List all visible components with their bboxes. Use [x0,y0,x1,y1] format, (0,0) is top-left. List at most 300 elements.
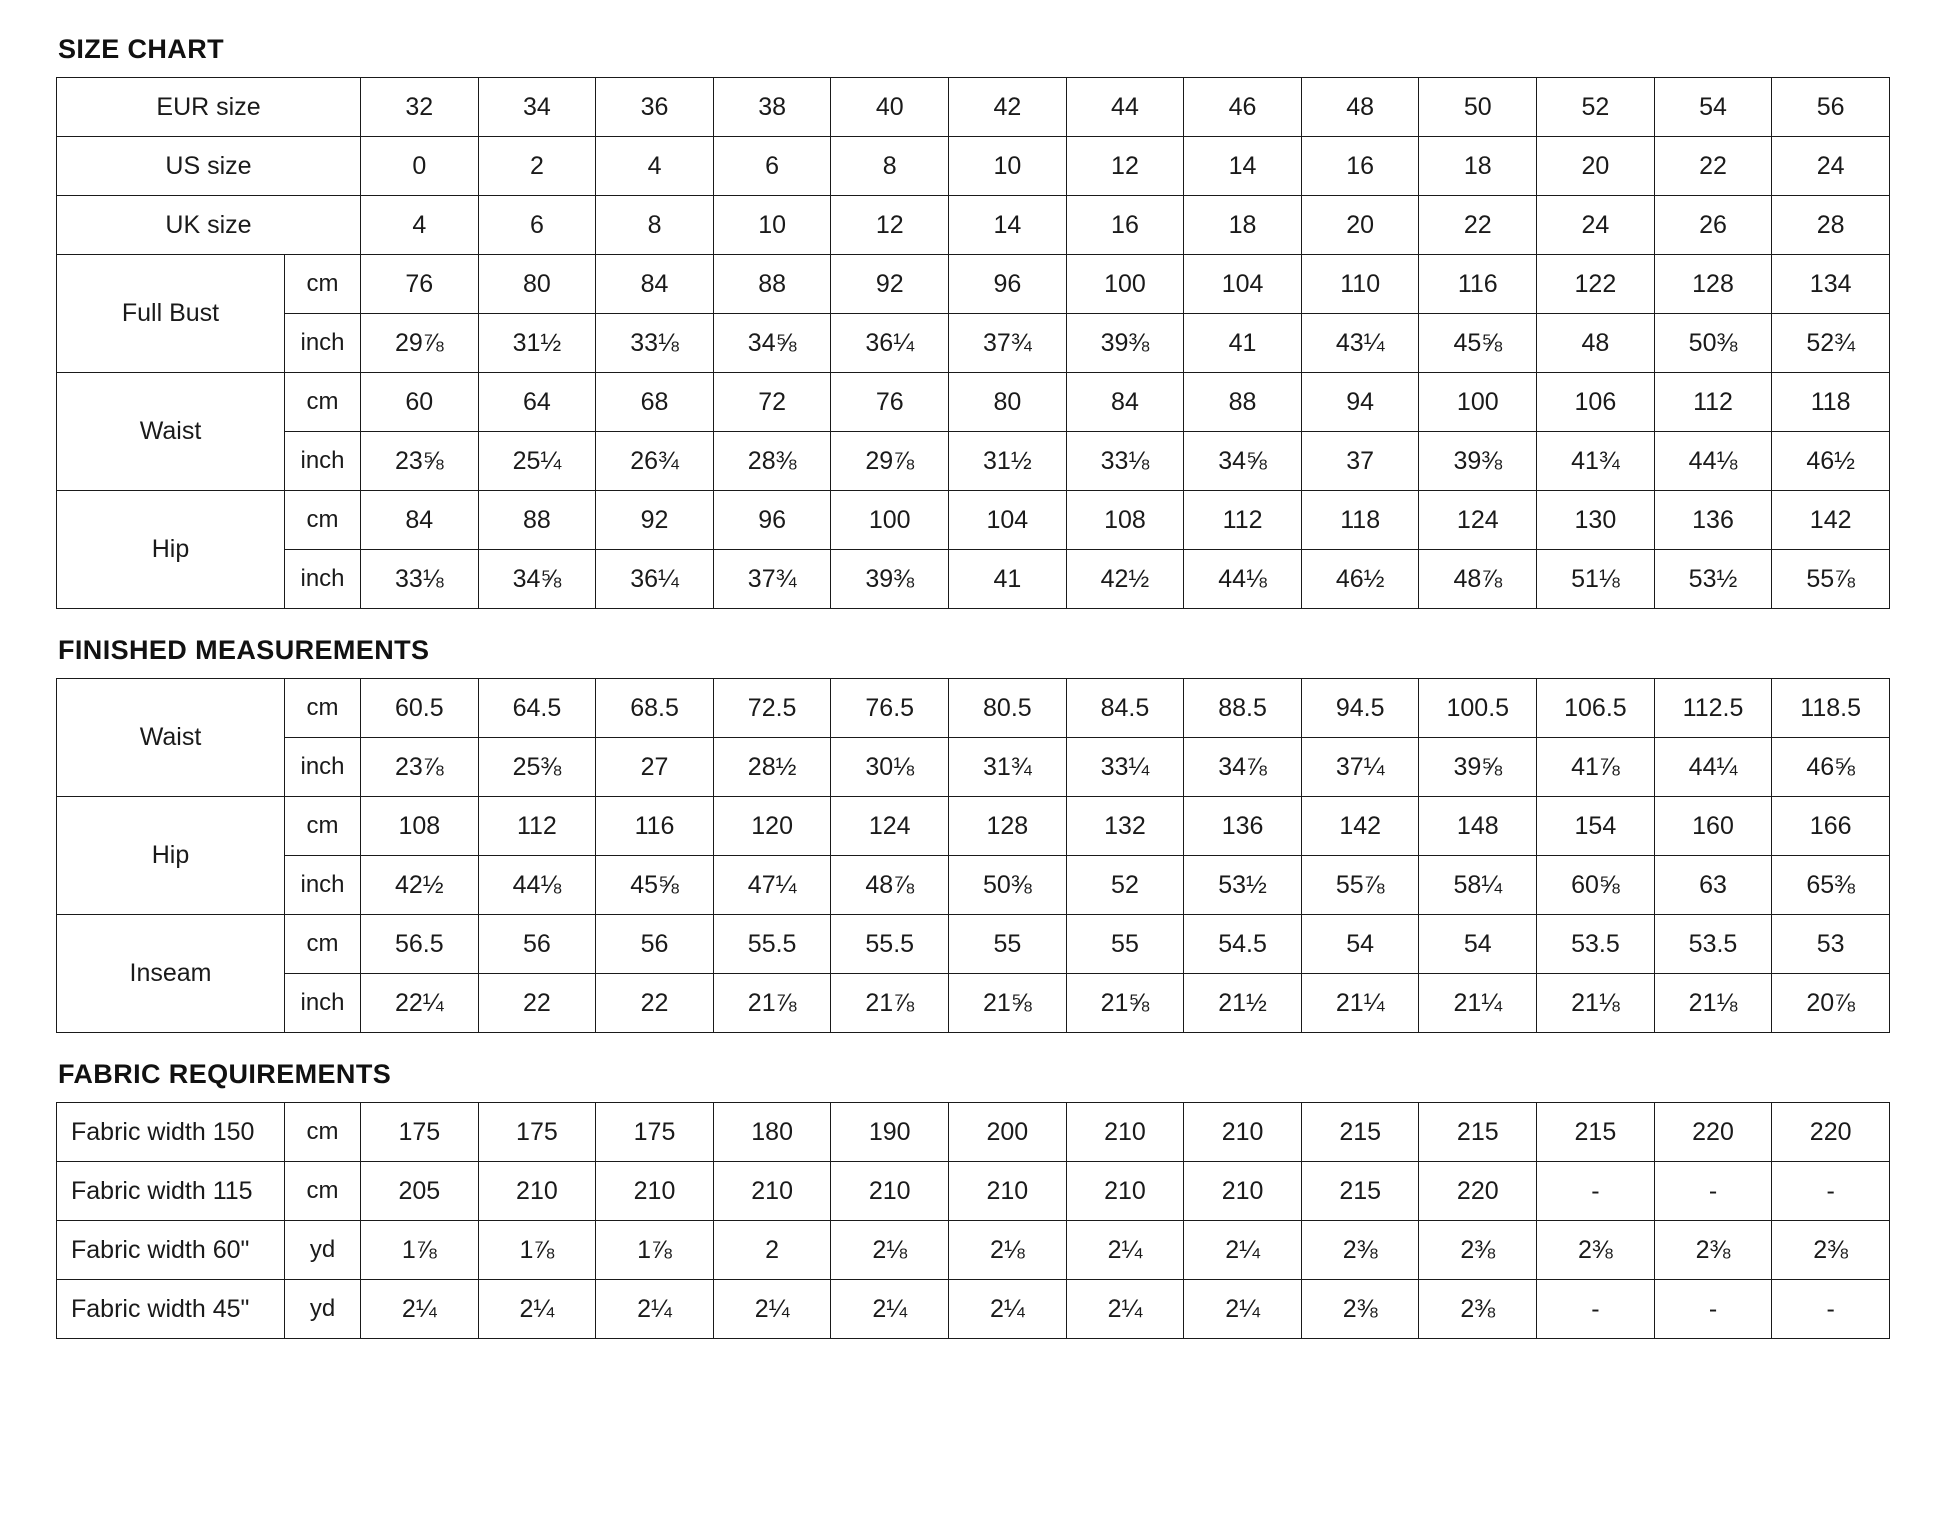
cell: 72 [713,373,831,432]
row-unit-cm: cm [285,491,361,550]
cell: 88 [478,491,596,550]
cell: 40 [831,78,949,137]
cell: 25⅜ [478,738,596,797]
row-label-inseam: Inseam [57,915,285,1033]
row-unit-inch: inch [285,314,361,373]
cell: 190 [831,1103,949,1162]
cell: 128 [949,797,1067,856]
cell: 41 [949,550,1067,609]
cell: 10 [949,137,1067,196]
cell: 48 [1301,78,1419,137]
table-row [57,1221,1890,1280]
cell: 64.5 [478,679,596,738]
cell: 118 [1301,491,1419,550]
cell: 10 [713,196,831,255]
cell: 100.5 [1419,679,1537,738]
cell: 2¼ [831,1280,949,1339]
cell: 29⅞ [831,432,949,491]
cell: - [1654,1162,1772,1221]
cell: 104 [949,491,1067,550]
cell: 31½ [949,432,1067,491]
cell: 200 [949,1103,1067,1162]
cell: 44⅛ [478,856,596,915]
cell: 154 [1537,797,1655,856]
cell: 34 [478,78,596,137]
cell: 22 [1654,137,1772,196]
cell: 2⅜ [1772,1221,1890,1280]
cell: 21⅞ [713,974,831,1033]
cell: 76.5 [831,679,949,738]
cell: 36 [596,78,714,137]
cell: 25¼ [478,432,596,491]
cell: 21¼ [1419,974,1537,1033]
cell: 80.5 [949,679,1067,738]
cell: 1⅞ [361,1221,479,1280]
cell: 2⅛ [949,1221,1067,1280]
cell: 130 [1537,491,1655,550]
cell: 2¼ [1184,1221,1302,1280]
cell: 12 [1066,137,1184,196]
cell: 112 [478,797,596,856]
cell: 160 [1654,797,1772,856]
row-label-waist: Waist [57,679,285,797]
cell: 65⅜ [1772,856,1890,915]
row-label-fabric-width-45in: Fabric width 45" [57,1280,285,1339]
cell: 37¾ [949,314,1067,373]
cell: 38 [713,78,831,137]
cell: 2¼ [361,1280,479,1339]
cell: 53½ [1184,856,1302,915]
row-label-fabric-width-115: Fabric width 115 [57,1162,285,1221]
cell: 80 [478,255,596,314]
cell: 8 [831,137,949,196]
row-unit-cm: cm [285,915,361,974]
cell: 104 [1184,255,1302,314]
cell: 55 [1066,915,1184,974]
row-unit-cm: cm [285,797,361,856]
table-row [57,679,1890,738]
cell: 215 [1301,1103,1419,1162]
cell: 33⅛ [596,314,714,373]
cell: 1⅞ [478,1221,596,1280]
table-row [57,550,1890,609]
cell: 50 [1419,78,1537,137]
cell: 175 [361,1103,479,1162]
cell: 2⅜ [1537,1221,1655,1280]
cell: 21⅝ [949,974,1067,1033]
row-label-hip: Hip [57,797,285,915]
cell: 39⅝ [1419,738,1537,797]
fabric-requirements-table [56,1102,1890,1339]
cell: 220 [1419,1162,1537,1221]
row-unit-inch: inch [285,738,361,797]
cell: 2⅛ [831,1221,949,1280]
cell: 220 [1654,1103,1772,1162]
cell: 84 [1066,373,1184,432]
cell: 118 [1772,373,1890,432]
cell: 53.5 [1537,915,1655,974]
cell: 210 [1066,1162,1184,1221]
cell: 24 [1537,196,1655,255]
table-row [57,137,1890,196]
row-unit-yd: yd [285,1280,361,1339]
cell: 29⅞ [361,314,479,373]
cell: 76 [361,255,479,314]
table-row [57,78,1890,137]
cell: 53 [1772,915,1890,974]
cell: 41⅞ [1537,738,1655,797]
cell: 2⅜ [1301,1280,1419,1339]
cell: 210 [949,1162,1067,1221]
cell: 28⅜ [713,432,831,491]
cell: 60.5 [361,679,479,738]
row-label-fabric-width-150: Fabric width 150 [57,1103,285,1162]
cell: 21⅛ [1537,974,1655,1033]
cell: 205 [361,1162,479,1221]
cell: 21¼ [1301,974,1419,1033]
cell: 136 [1654,491,1772,550]
cell: - [1537,1162,1655,1221]
cell: 48 [1537,314,1655,373]
table-row [57,255,1890,314]
cell: 2 [713,1221,831,1280]
cell: 27 [596,738,714,797]
cell: 22 [596,974,714,1033]
cell: 110 [1301,255,1419,314]
cell: 14 [949,196,1067,255]
cell: 45⅝ [1419,314,1537,373]
row-label-waist: Waist [57,373,285,491]
cell: 106 [1537,373,1655,432]
cell: 22 [478,974,596,1033]
cell: 48⅞ [1419,550,1537,609]
cell: 108 [1066,491,1184,550]
cell: 94 [1301,373,1419,432]
row-unit-yd: yd [285,1221,361,1280]
cell: 100 [1066,255,1184,314]
cell: 96 [949,255,1067,314]
cell: 2¼ [596,1280,714,1339]
cell: 33¼ [1066,738,1184,797]
cell: 215 [1301,1162,1419,1221]
cell: 48⅞ [831,856,949,915]
cell: 55 [949,915,1067,974]
cell: 12 [831,196,949,255]
size-chart-table [56,77,1890,609]
cell: 18 [1184,196,1302,255]
table-row [57,856,1890,915]
cell: 47¼ [713,856,831,915]
cell: 112.5 [1654,679,1772,738]
cell: 32 [361,78,479,137]
cell: 134 [1772,255,1890,314]
cell: 54 [1419,915,1537,974]
cell: 55⅞ [1301,856,1419,915]
cell: 34⅝ [478,550,596,609]
cell: 100 [1419,373,1537,432]
row-label-us-size: US size [57,137,361,196]
row-unit-cm: cm [285,679,361,738]
cell: 23⅞ [361,738,479,797]
cell: 118.5 [1772,679,1890,738]
cell: 210 [478,1162,596,1221]
cell: 92 [596,491,714,550]
table-row [57,974,1890,1033]
cell: 2¼ [949,1280,1067,1339]
cell: 46 [1184,78,1302,137]
cell: 6 [478,196,596,255]
cell: 44⅛ [1654,432,1772,491]
cell: 68.5 [596,679,714,738]
cell: 55.5 [713,915,831,974]
cell: 88 [1184,373,1302,432]
cell: 88 [713,255,831,314]
cell: 39⅜ [1419,432,1537,491]
cell: 210 [1184,1103,1302,1162]
cell: 220 [1772,1103,1890,1162]
cell: 44⅛ [1184,550,1302,609]
cell: 2⅜ [1419,1221,1537,1280]
row-label-uk-size: UK size [57,196,361,255]
cell: 0 [361,137,479,196]
cell: - [1772,1280,1890,1339]
cell: 76 [831,373,949,432]
cell: 43¼ [1301,314,1419,373]
cell: 37¼ [1301,738,1419,797]
cell: 34⅞ [1184,738,1302,797]
cell: 39⅜ [831,550,949,609]
cell: 8 [596,196,714,255]
cell: 112 [1654,373,1772,432]
cell: 210 [1184,1162,1302,1221]
cell: 56 [596,915,714,974]
cell: - [1654,1280,1772,1339]
cell: 55⅞ [1772,550,1890,609]
cell: 166 [1772,797,1890,856]
cell: 84 [361,491,479,550]
cell: 215 [1419,1103,1537,1162]
cell: 210 [596,1162,714,1221]
cell: 20 [1301,196,1419,255]
row-unit-cm: cm [285,1103,361,1162]
cell: 30⅛ [831,738,949,797]
cell: 31¾ [949,738,1067,797]
cell: 4 [361,196,479,255]
cell: 42 [949,78,1067,137]
finished-measurements-table [56,678,1890,1033]
cell: 58¼ [1419,856,1537,915]
cell: 136 [1184,797,1302,856]
cell: 4 [596,137,714,196]
cell: 116 [596,797,714,856]
cell: 2¼ [1184,1280,1302,1339]
cell: 39⅜ [1066,314,1184,373]
cell: 100 [831,491,949,550]
table-row [57,314,1890,373]
cell: 37 [1301,432,1419,491]
cell: 2¼ [478,1280,596,1339]
cell: 46½ [1772,432,1890,491]
cell: 14 [1184,137,1302,196]
cell: 124 [831,797,949,856]
cell: - [1537,1280,1655,1339]
cell: 52 [1537,78,1655,137]
table-row [57,373,1890,432]
cell: 52 [1066,856,1184,915]
row-unit-inch: inch [285,550,361,609]
cell: 210 [831,1162,949,1221]
cell: 106.5 [1537,679,1655,738]
cell: 26¾ [596,432,714,491]
cell: 54.5 [1184,915,1302,974]
cell: 210 [1066,1103,1184,1162]
cell: 55.5 [831,915,949,974]
row-unit-inch: inch [285,432,361,491]
table-row [57,915,1890,974]
cell: 51⅛ [1537,550,1655,609]
cell: 21½ [1184,974,1302,1033]
cell: 84.5 [1066,679,1184,738]
cell: 88.5 [1184,679,1302,738]
cell: 175 [596,1103,714,1162]
cell: 41 [1184,314,1302,373]
table-row [57,738,1890,797]
cell: 28 [1772,196,1890,255]
cell: 63 [1654,856,1772,915]
cell: 2⅜ [1654,1221,1772,1280]
cell: 33⅛ [1066,432,1184,491]
cell: 148 [1419,797,1537,856]
table-row [57,432,1890,491]
cell: 92 [831,255,949,314]
cell: 23⅝ [361,432,479,491]
cell: 21⅞ [831,974,949,1033]
row-label-full-bust: Full Bust [57,255,285,373]
cell: 37¾ [713,550,831,609]
cell: 6 [713,137,831,196]
row-unit-inch: inch [285,974,361,1033]
cell: 96 [713,491,831,550]
cell: 142 [1772,491,1890,550]
cell: 53½ [1654,550,1772,609]
section-title-fabric-requirements: FABRIC REQUIREMENTS [58,1059,392,1089]
cell: 36¼ [596,550,714,609]
cell: 50⅜ [1654,314,1772,373]
table-row [57,797,1890,856]
cell: 24 [1772,137,1890,196]
cell: 26 [1654,196,1772,255]
cell: 34⅝ [1184,432,1302,491]
cell: 128 [1654,255,1772,314]
cell: 44¼ [1654,738,1772,797]
row-unit-cm: cm [285,255,361,314]
cell: 33⅛ [361,550,479,609]
table-row [57,1280,1890,1339]
cell: 2 [478,137,596,196]
cell: 20 [1537,137,1655,196]
cell: 116 [1419,255,1537,314]
cell: 112 [1184,491,1302,550]
cell: 72.5 [713,679,831,738]
cell: 180 [713,1103,831,1162]
cell: 22¼ [361,974,479,1033]
cell: 54 [1654,78,1772,137]
cell: 46⅝ [1772,738,1890,797]
cell: 210 [713,1162,831,1221]
row-unit-inch: inch [285,856,361,915]
cell: 132 [1066,797,1184,856]
cell: 16 [1301,137,1419,196]
cell: 2¼ [1066,1280,1184,1339]
section-title-size-chart: SIZE CHART [58,34,224,64]
cell: 42½ [1066,550,1184,609]
cell: 142 [1301,797,1419,856]
cell: 21⅛ [1654,974,1772,1033]
table-row [57,196,1890,255]
section-title-finished-measurements: FINISHED MEASUREMENTS [58,635,430,665]
cell: 28½ [713,738,831,797]
cell: 16 [1066,196,1184,255]
cell: 94.5 [1301,679,1419,738]
cell: 53.5 [1654,915,1772,974]
table-row [57,1103,1890,1162]
cell: 60⅝ [1537,856,1655,915]
cell: 120 [713,797,831,856]
cell: 22 [1419,196,1537,255]
cell: 60 [361,373,479,432]
cell: 64 [478,373,596,432]
cell: 42½ [361,856,479,915]
cell: 122 [1537,255,1655,314]
row-unit-cm: cm [285,1162,361,1221]
cell: 175 [478,1103,596,1162]
cell: 56 [478,915,596,974]
cell: 2⅜ [1301,1221,1419,1280]
cell: 1⅞ [596,1221,714,1280]
table-row [57,1162,1890,1221]
cell: 52¾ [1772,314,1890,373]
cell: 31½ [478,314,596,373]
cell: 2⅜ [1419,1280,1537,1339]
cell: 44 [1066,78,1184,137]
cell: 50⅜ [949,856,1067,915]
cell: 84 [596,255,714,314]
cell: 41¾ [1537,432,1655,491]
cell: 18 [1419,137,1537,196]
cell: 46½ [1301,550,1419,609]
cell: - [1772,1162,1890,1221]
row-unit-cm: cm [285,373,361,432]
cell: 21⅝ [1066,974,1184,1033]
cell: 20⅞ [1772,974,1890,1033]
row-label-eur-size: EUR size [57,78,361,137]
row-label-hip: Hip [57,491,285,609]
cell: 56.5 [361,915,479,974]
cell: 34⅝ [713,314,831,373]
cell: 68 [596,373,714,432]
table-row [57,491,1890,550]
cell: 80 [949,373,1067,432]
cell: 36¼ [831,314,949,373]
cell: 2¼ [713,1280,831,1339]
cell: 56 [1772,78,1890,137]
cell: 108 [361,797,479,856]
cell: 2¼ [1066,1221,1184,1280]
cell: 215 [1537,1103,1655,1162]
cell: 124 [1419,491,1537,550]
cell: 54 [1301,915,1419,974]
cell: 45⅝ [596,856,714,915]
